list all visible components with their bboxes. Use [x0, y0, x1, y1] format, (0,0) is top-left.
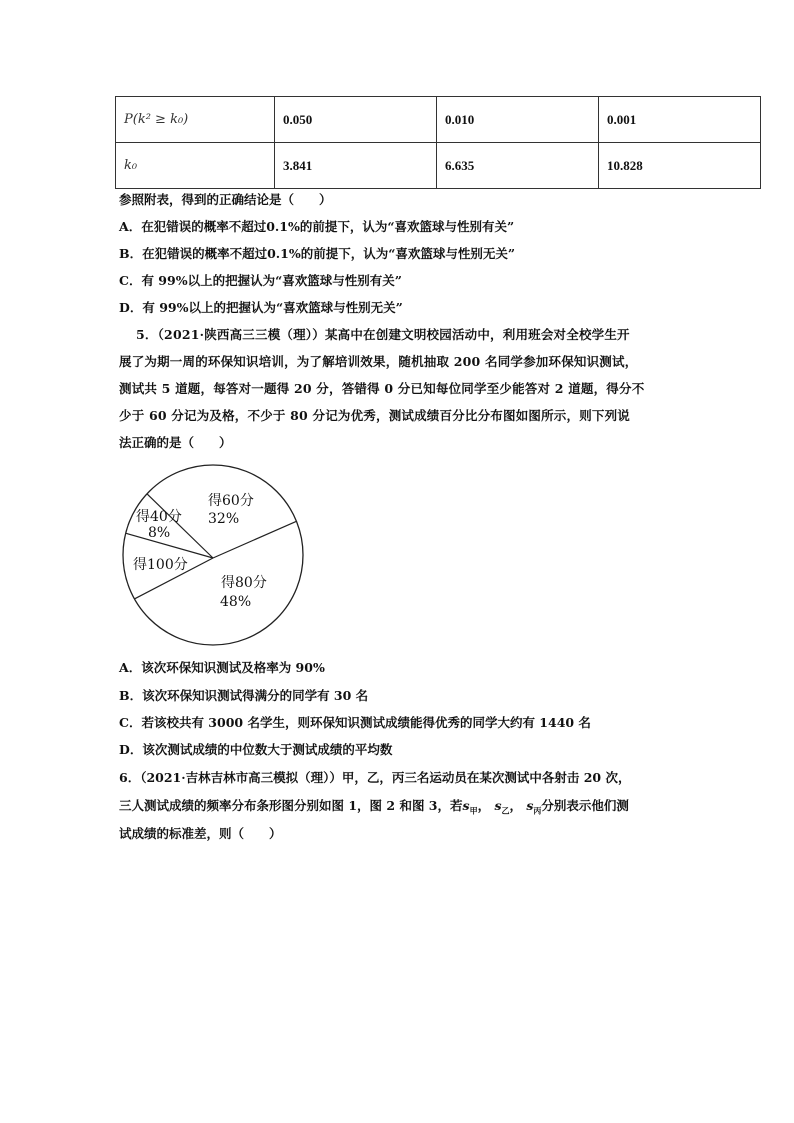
table-row — [116, 97, 761, 143]
table-header-k0: k₀ — [116, 143, 275, 189]
q4-option-b: B．在犯错误的概率不超过0.1%的前提下，认为“喜欢篮球与性别无关” — [119, 246, 516, 261]
q6-stem-line: 6．（2021·吉林吉林市高三模拟（理））甲，乙，丙三名运动员在某次测试中各射击 20 次， — [119, 770, 631, 785]
std-symbol: s — [462, 798, 470, 813]
score-pie-chart — [118, 460, 308, 650]
q5-option-d: D．该次测试成绩的中位数大于测试成绩的平均数 — [119, 742, 393, 757]
pie-label: 得80分 — [221, 575, 267, 591]
q5-option-a: A．该次环保知识测试及格率为 90% — [119, 660, 325, 675]
std-symbol: s — [526, 798, 534, 813]
table-cell: 3.841 — [275, 143, 437, 189]
q5-stem-line: 法正确的是（ ） — [119, 435, 232, 450]
q5-option-c: C．若该校共有 3000 名学生，则环保知识测试成绩能得优秀的同学大约有 1440 名 — [119, 715, 591, 730]
table-cell: 0.001 — [599, 97, 761, 143]
table-cell: 6.635 — [437, 143, 599, 189]
table-cell: 0.010 — [437, 97, 599, 143]
table-cell: 10.828 — [599, 143, 761, 189]
q4-option-d: D．有 99%以上的把握认为“喜欢篮球与性别无关” — [119, 300, 403, 315]
q4-option-a: A．在犯错误的概率不超过0.1%的前提下，认为“喜欢篮球与性别有关” — [119, 219, 515, 234]
pie-percent: 48% — [220, 594, 252, 610]
pie-percent: 8% — [148, 525, 171, 541]
q4-option-c: C．有 99%以上的把握认为“喜欢篮球与性别有关” — [119, 273, 402, 288]
q5-stem-line: 测试共 5 道题，每答对一题得 20 分，答错得 0 分已知每位同学至少能答对 2 道题，得分不 — [119, 381, 645, 396]
critical-value-table — [115, 96, 761, 189]
q5-option-b: B．该次环保知识测试得满分的同学有 30 名 — [119, 688, 369, 703]
table-cell: 0.050 — [275, 97, 437, 143]
pie-outline — [123, 465, 303, 645]
std-symbol: s — [494, 798, 502, 813]
pie-label: 得100分 — [133, 557, 188, 573]
q5-stem-line: 展了为期一周的环保知识培训，为了解培训效果，随机抽取 200 名同学参加环保知识测试， — [119, 354, 638, 369]
q5-stem-line: 少于 60 分记为及格，不少于 80 分记为优秀，测试成绩百分比分布图如图所示，则下列说 — [119, 408, 630, 423]
table-row — [116, 143, 761, 189]
pie-percent: 32% — [208, 511, 240, 527]
pie-label: 得40分 — [136, 509, 182, 525]
q6-stem-line: 三人测试成绩的频率分布条形图分别如图 1，图 2 和图 3，若$s_甲$， $s_乙$， $s_丙$分别表示他们测 — [119, 798, 629, 816]
q6-stem-line: 试成绩的标准差，则（ ） — [119, 826, 282, 841]
pie-label: 得60分 — [208, 493, 254, 509]
q4-stem-tail: 参照附表，得到的正确结论是（ ） — [119, 192, 332, 207]
q5-stem-line: 5．（2021·陕西高三三模（理））某高中在创建文明校园活动中，利用班会对全校学生开 — [136, 327, 630, 342]
table-header-p: P(k² ≥ k₀) — [116, 97, 275, 143]
